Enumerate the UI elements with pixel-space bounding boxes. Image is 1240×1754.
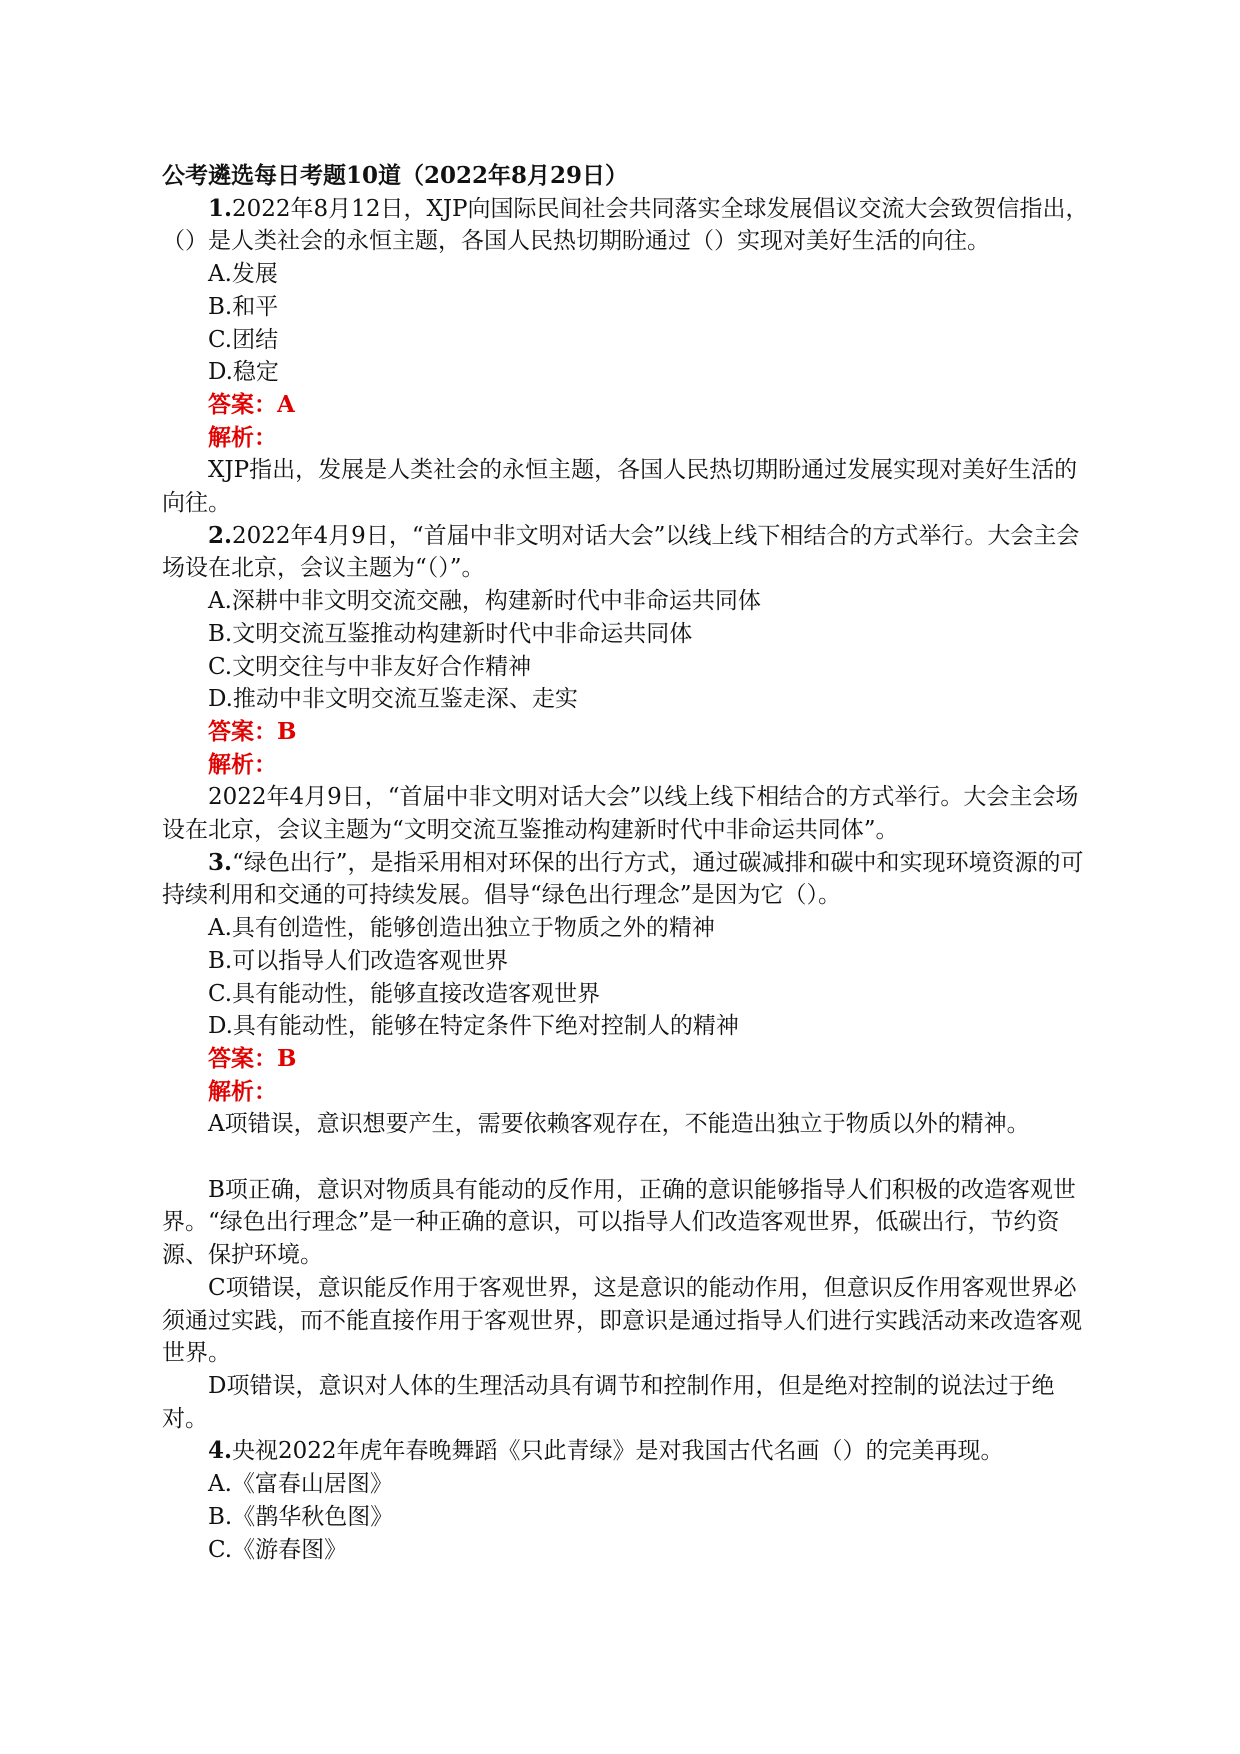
question-stem <box>162 847 1094 912</box>
option-a: A.《富春山居图》 <box>208 1471 393 1498</box>
question-stem <box>162 193 1094 258</box>
option-a: A.深耕中非文明交流交融，构建新时代中非命运共同体 <box>208 588 761 615</box>
analysis-text: XJP指出，发展是人类社会的永恒主题，各国人民热切期盼通过发展实现对美好生活的向往。 <box>162 457 1078 517</box>
answer-label: 答案：B <box>208 1044 297 1072</box>
analysis-text-d: D项错误，意识对人体的生理活动具有调节和控制作用，但是绝对控制的说法过于绝对。 <box>162 1373 1055 1432</box>
option-a: A.发展 <box>208 261 278 288</box>
blank-line <box>162 1141 1094 1174</box>
answer-label: 答案：B <box>208 717 297 745</box>
question-number: 2. <box>208 521 233 549</box>
option-b: B.文明交流互鉴推动构建新时代中非命运共同体 <box>208 620 693 647</box>
question-number: 4. <box>208 1437 233 1465</box>
answer-label: 答案：A <box>208 390 295 418</box>
option-a: A.具有创造性，能够创造出独立于物质之外的精神 <box>208 915 715 942</box>
document-page <box>162 160 1094 1566</box>
analysis-text-c: C项错误，意识能反作用于客观世界，这是意识的能动作用，但意识反作用客观世界必须通过实践，而不能直接作用于客观世界，即意识是通过指导人们进行实践活动来改造客观世界。 <box>162 1274 1082 1367</box>
option-c: C.文明交往与中非友好合作精神 <box>208 653 532 680</box>
question-4 <box>162 1435 1094 1566</box>
analysis-label: 解析： <box>208 1077 277 1105</box>
option-d: D.推动中非文明交流互鉴走深、走实 <box>208 686 578 713</box>
option-b: B.《鹊华秋色图》 <box>208 1503 394 1530</box>
question-text: 2022年8月12日，XJP向国际民间社会共同落实全球发展倡议交流大会致贺信指出，（）是人类社会的永恒主题，各国人民热切期盼通过（）实现对美好生活的向往。 <box>162 195 1089 255</box>
option-d: D.稳定 <box>208 359 279 386</box>
question-1 <box>162 193 1094 520</box>
question-stem <box>162 520 1094 585</box>
question-number: 3. <box>208 848 233 876</box>
question-text: 央视2022年虎年春晚舞蹈《只此青绿》是对我国古代名画（）的完美再现。 <box>232 1438 1004 1465</box>
question-text: 2022年4月9日，“首届中非文明对话大会”以线上线下相结合的方式举行。大会主会场设在北京，会议主题为“（）”。 <box>162 522 1080 582</box>
document-title: 公考遴选每日考题10道（2022年8月29日） <box>162 162 629 189</box>
option-c: C.具有能动性，能够直接改造客观世界 <box>208 980 601 1007</box>
option-c: C.《游春图》 <box>208 1536 348 1563</box>
analysis-label: 解析： <box>208 423 277 451</box>
question-3 <box>162 847 1094 1436</box>
analysis-text-b: B项正确，意识对物质具有能动的反作用，正确的意识能够指导人们积极的改造客观世界。“绿色出行理念”是一种正确的意识，可以指导人们改造客观世界，低碳出行，节约资源、保护环境。 <box>162 1176 1076 1269</box>
option-c: C.团结 <box>208 326 279 353</box>
question-stem <box>162 1435 1094 1468</box>
question-number: 1. <box>208 194 233 222</box>
question-text: “绿色出行”，是指采用相对环保的出行方式，通过碳减排和碳中和实现环境资源的可持续利用和交通的可持续发展。倡导“绿色出行理念”是因为它（）。 <box>162 849 1084 909</box>
option-b: B.和平 <box>208 293 279 320</box>
option-d: D.具有能动性，能够在特定条件下绝对控制人的精神 <box>208 1013 739 1040</box>
analysis-text: 2022年4月9日，“首届中非文明对话大会”以线上线下相结合的方式举行。大会主会场设在北京，会议主题为“文明交流互鉴推动构建新时代中非命运共同体”。 <box>162 784 1079 844</box>
analysis-label: 解析： <box>208 750 277 778</box>
analysis-text-a: A项错误，意识想要产生，需要依赖客观存在，不能造出独立于物质以外的精神。 <box>208 1111 1030 1138</box>
question-2 <box>162 520 1094 847</box>
option-b: B.可以指导人们改造客观世界 <box>208 947 509 974</box>
